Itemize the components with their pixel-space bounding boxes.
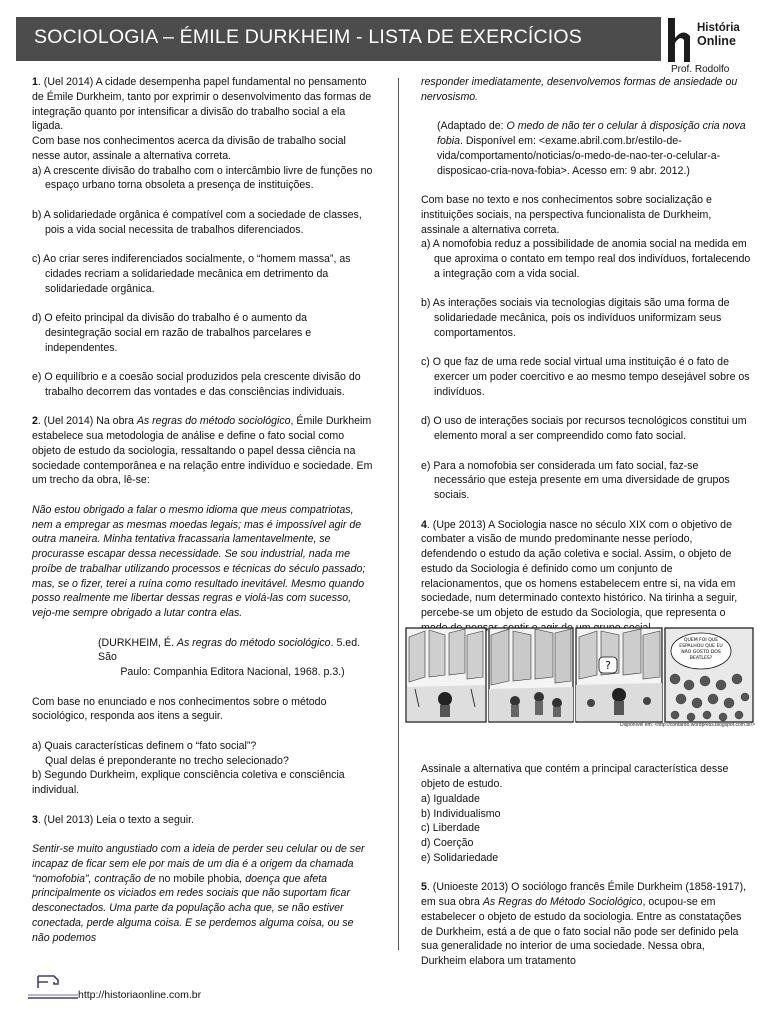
comic-strip	[405, 627, 754, 731]
question-number: 3	[32, 813, 38, 826]
comic-bubble-line: NÃO GOSTO DOS	[681, 650, 721, 655]
citation	[32, 636, 373, 666]
option-e: e) Para a nomofobia ser considerada um fato social, faz-se necessário que esteja presente em uma diversidade de grupos sociais.	[421, 459, 730, 501]
option-e: e) O equilíbrio e a coesão social produzidos pela crescente divisão do trabalho decorrem das vontades e das consciências individuais.	[32, 371, 361, 398]
comic-panel-2	[489, 628, 573, 722]
left-column	[32, 75, 373, 945]
question-1-head	[32, 75, 373, 134]
question-number: 2	[32, 415, 38, 428]
question-1-stem: Com base nos conhecimentos acerca da divisão de trabalho social nesse autor, assinale a alternativa correta.	[32, 135, 346, 162]
hand-pointer-icon	[28, 972, 80, 1000]
quote-text	[32, 842, 373, 945]
option-c: c) Liberdade	[421, 822, 480, 835]
option-c: c) O que faz de uma rede social virtual uma instituição é o fato de exercer um poder coercitivo e ao mesmo tempo desejável sobre os indivíduos.	[421, 356, 750, 398]
question-text: , Émile Durkheim estabelece sua metodologia de análise e define o fato social como objeto de estudo da sociologia, ressaltando o papel dessa ciência na sociedade contemporânea e na relação entre indivíduo e sociedade. Em um trecho da obra, lê-se:	[32, 415, 373, 487]
option-b: b) As interações sociais via tecnologias digitais são uma forma de solidariedade mecânica, pois os indivíduos uniformizam seus comportamentos.	[421, 297, 730, 339]
question-5-head	[421, 880, 751, 969]
question-text: . (Uel 2014) A cidade desempenha papel fundamental no pensamento de Émile Durkheim, tanto por exprimir o desenvolvimento das formas de integração quanto por intensificar a divisão do trabalho social a ela ligada.	[32, 76, 372, 133]
comic-question-mark: ?	[605, 659, 611, 672]
option-b: b) Individualismo	[421, 807, 501, 820]
question-number: 4	[421, 518, 427, 531]
option-a: a) A nomofobia reduz a possibilidade de anomia social na medida em que aproxima o contato em tempo real dos indivíduos, fortalecendo a integração com a vida social.	[421, 238, 751, 280]
quote-part: Sentir-se muito angustiado com a ideia de perder seu celular ou de ser incapaz de ficar sem ele por mais de um dia é a origem da chamada “nomofobia”, contração de	[32, 843, 365, 885]
comic-panel-4	[665, 628, 753, 722]
page-title: SOCIOLOGIA – ÉMILE DURKHEIM - LISTA DE EXERCÍCIOS	[34, 26, 582, 48]
footer-url[interactable]: http://historiaonline.com.br	[78, 989, 202, 1001]
question-text: . (Uel 2013) Leia o texto a seguir.	[37, 813, 194, 826]
question-4-head	[421, 518, 751, 636]
question-text: , ocupou-se em estabelecer o objeto de estudo da sociologia. Entre as constatações de Durkheim, está a de que o fato social não pode ser definido pela sua generalidade no interior de uma sociedade. Nessa obra, Durkheim elabora um tratamento	[421, 896, 742, 967]
question-text: . (Unioeste 2013) O sociólogo francês Émile Durkheim (1858-1917), em sua obra	[421, 881, 747, 908]
quote-text: Não estou obrigado a falar o mesmo idioma que meus compatriotas, nem a empregar as mesmas moedas legais; mas é impossível agir de outra maneira. Minha tentativa fracassaria lamentavelmente, se procurasse escapar dessa necessidade. Se sou industrial, nada me proíbe de trabalhar utilizando processos e técnicas do século passado; mas, se o fizer, terei a ruína como resultado inevitável. Mesmo quando posso realmente me libertar dessas regras e violá-las com sucesso, vejo-me sempre obrigado a lutar contra elas.	[32, 503, 366, 619]
quote-part: no mobile phobia	[158, 872, 240, 885]
question-4-stem: Assinale a alternativa que contém a principal característica desse objeto de estudo.	[421, 763, 729, 790]
source-citation	[421, 119, 751, 178]
citation-part: (Adaptado de:	[437, 120, 507, 133]
column-divider	[398, 78, 399, 950]
option-a: a) Igualdade	[421, 792, 480, 805]
option-d: d) O uso de interações sociais por recursos tecnológicos constitui um elemento moral a ser compreendido como fato social.	[421, 415, 747, 442]
question-3-head	[32, 813, 373, 828]
book-title: As Regras do Método Sociológico	[482, 896, 643, 908]
item-b: b) Segundo Durkheim, explique consciência coletiva e consciência individual.	[32, 769, 345, 796]
question-2-head	[32, 414, 373, 488]
question-2-stem: Com base no enunciado e nos conhecimentos sobre o método sociológico, responda aos itens a seguir.	[32, 695, 327, 723]
question-number: 5	[421, 881, 427, 894]
quote-continuation: responder imediatamente, desenvolvemos formas de ansiedade ou nervosismo.	[421, 76, 738, 103]
citation-part: . Disponível em: <exame.abril.com.br/estilo-de-vida/comportamento/noticias/o-medo-de-nao-ter-o-celular-a-disposicao-cria-nova-fobia>. Acesso em: 9 abr. 2012.)	[437, 135, 721, 177]
option-a: a) A crescente divisão do trabalho com o intercâmbio livre de funções no espaço urbano torna obsoleta a presença de instituições.	[32, 164, 373, 192]
citation-line2: Paulo: Companhia Editora Nacional, 1968. p.3.)	[120, 666, 345, 678]
question-text: . (Uel 2014) Na obra	[37, 415, 137, 428]
article-title: O medo de não ter o celular à disposição cria nova fobia	[437, 120, 746, 147]
option-e: e) Solidariedade	[421, 851, 499, 864]
page-header	[16, 17, 661, 61]
book-title: As regras do método sociológico	[176, 636, 331, 649]
question-text: . (Upe 2013) A Sociologia nasce no século XIX com o objetivo de combater a visão de mundo predominante nesse período, defendendo o estudo da ação coletiva e social. Assim, o objeto de estudo da Sociologia é definido como um conjunto de relacionamentos, que os homens estabelecem entre si, na vida em sociedade, num determinado contexto histórico. Na tirinha a seguir, percebe-se um objeto de estudo da Sociologia, que representa o	[421, 518, 738, 619]
comic-panel-3	[576, 628, 662, 722]
author-name: Prof. Rodolfo	[671, 64, 730, 75]
question-3-stem: Com base no texto e nos conhecimentos sobre socialização e instituições sociais, na perspectiva funcionalista de Durkheim, assinale a alternativa correta.	[421, 194, 712, 236]
question-number: 1	[32, 76, 38, 88]
right-column	[421, 75, 751, 969]
option-b: b) A solidariedade orgânica é compatível com a sociedade de classes, pois a vida social necessita de trabalhos diferenciados.	[32, 208, 362, 236]
option-c: c) Ao criar seres indiferenciados socialmente, o “homem massa”, as cidades recriam a solidariedade mecânica em detrimento da solidariedade orgânica.	[32, 253, 351, 295]
item-a-cont: Qual delas é preponderante no trecho selecionado?	[45, 754, 289, 767]
option-d: d) Coerção	[421, 837, 474, 849]
citation-part: . 5.ed. São	[98, 636, 361, 664]
book-title: As regras do método sociológico	[136, 415, 291, 428]
comic-bubble-line: BEATLES?	[689, 656, 713, 661]
logo-h-icon	[665, 16, 695, 64]
item-a: a) Quais características definem o “fato social”?	[32, 739, 257, 752]
site-logo	[665, 16, 745, 64]
comic-credit: Disponível em: <http://contardo.wordpress.blogspot.com.br/>	[620, 722, 756, 728]
logo-text-line1: História	[697, 22, 740, 34]
logo-text-line2: Online	[697, 34, 736, 48]
quote-part: , doença que afeta principalmente os viciados em redes sociais que não suportam ficar desconectados. Uma parte da população acha que, se não estiver conectada, perde alguma coisa. E se perdemos alguma coisa, ou se não podemos	[32, 872, 354, 944]
comic-bubble-line: QUEM FOI QUE	[683, 638, 719, 643]
citation-part: (DURKHEIM, É.	[98, 636, 177, 649]
comic-bubble-line: ESPALHOU QUE EU	[679, 644, 723, 649]
option-d: d) O efeito principal da divisão do trabalho é o aumento da desintegração social em razão de trabalhos parcelares e independentes.	[32, 312, 312, 354]
comic-panel-1	[406, 628, 486, 722]
